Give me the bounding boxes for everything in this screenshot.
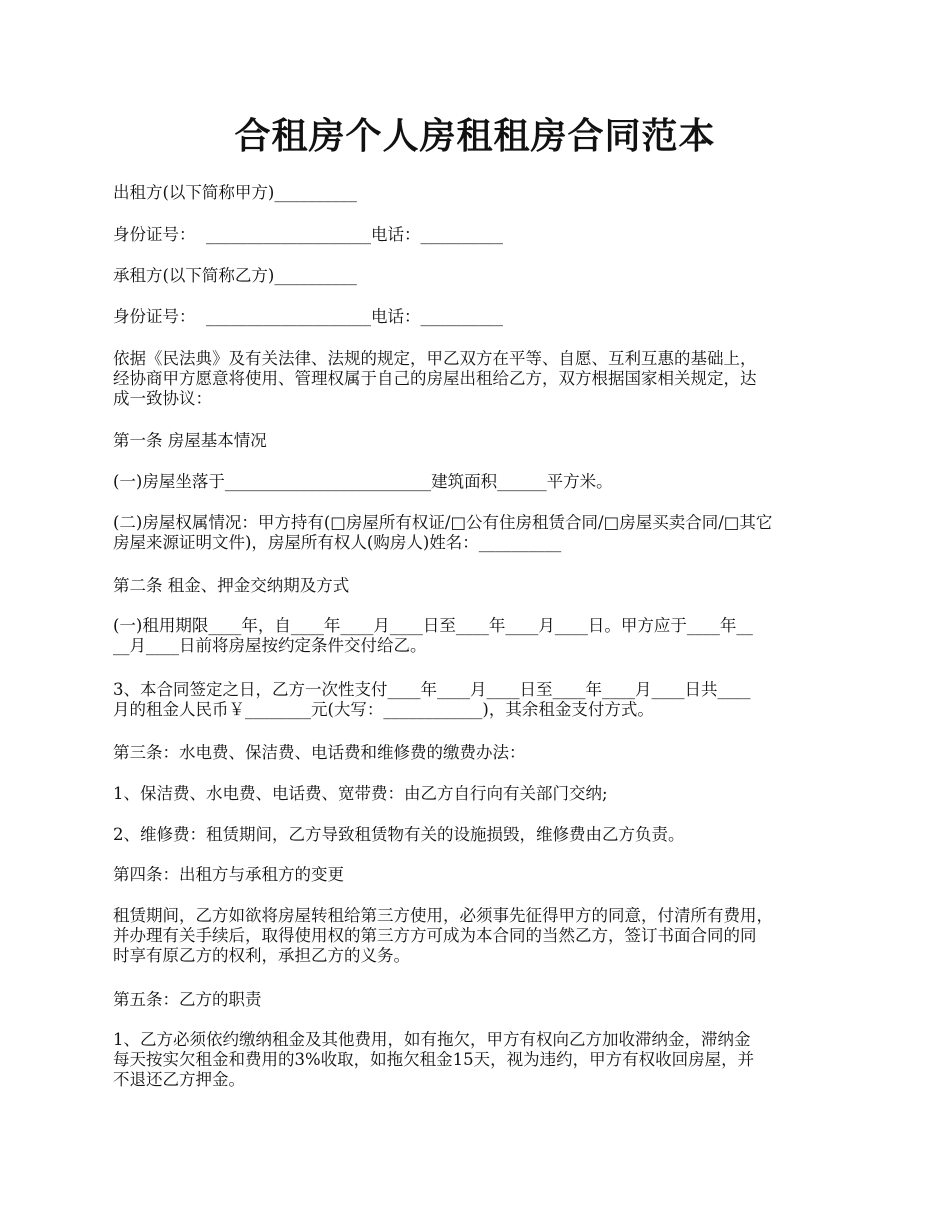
lessee-id-phone-line: 身份证号： ____________________电话：__________ [113,307,503,326]
article-2-item-1: (一)租用期限____年，自____年____月____日至____年____月____日。甲方应于____年__ __月____日前将房屋按约定条件交付给乙。 [113,616,753,655]
article-1-item-1: (一)房屋坐落于_________________________建筑面积______平方米。 [113,472,613,491]
page-title: 合租房个人房租租房合同范本 [234,115,716,157]
article-2-heading: 第二条 租金、押金交纳期及方式 [113,576,350,595]
article-2-item-3: 3、本合同签定之日，乙方一次性支付____年____月____日至____年____月____日共____ 月的租金人民币￥________元(大写：____________)，其余租金支付方式。 [113,680,751,719]
lessor-id-phone-line: 身份证号： ____________________电话：__________ [113,225,503,244]
article-4-heading: 第四条：出租方与承租方的变更 [113,865,344,884]
article-1-heading: 第一条 房屋基本情况 [113,431,267,450]
article-4-paragraph: 租赁期间，乙方如欲将房屋转租给第三方使用，必须事先征得甲方的同意，付清所有费用， 并办理有关手续后，取得使用权的第三方方可成为本合同的当然乙方，签订书面合同的同 时享有原乙方的权利，承担乙方的义务。 [113,906,773,965]
preamble-paragraph: 依据《民法典》及有关法律、法规的规定，甲乙双方在平等、自愿、互利互惠的基础上， 经协商甲方愿意将使用、管理权属于自己的房屋出租给乙方，双方根据国家相关规定，达 成一致协议： [113,349,757,408]
article-5-heading: 第五条：乙方的职责 [113,990,262,1009]
lessee-line: 承租方(以下简称乙方)__________ [113,266,357,285]
article-1-item-2: (二)房屋权属情况：甲方持有(□房屋所有权证/□公有住房租赁合同/□房屋买卖合同/□其它 房屋来源证明文件)，房屋所有权人(购房人)姓名：__________ [113,513,773,552]
article-3-item-1: 1、保洁费、水电费、电话费、宽带费：由乙方自行向有关部门交纳; [113,784,608,803]
article-5-item-1: 1、乙方必须依约缴纳租金及其他费用，如有拖欠，甲方有权向乙方加收滞纳金，滞纳金 每天按实欠租金和费用的3%收取，如拖欠租金15天，视为违约，甲方有权收回房屋，并 不退还乙方押金。 [113,1030,755,1089]
article-3-heading: 第三条：水电费、保洁费、电话费和维修费的缴费办法： [113,743,526,762]
lessor-line: 出租方(以下简称甲方)__________ [113,183,357,202]
article-3-item-2: 2、维修费：租赁期间，乙方导致租赁物有关的设施损毁，维修费由乙方负责。 [113,825,685,844]
